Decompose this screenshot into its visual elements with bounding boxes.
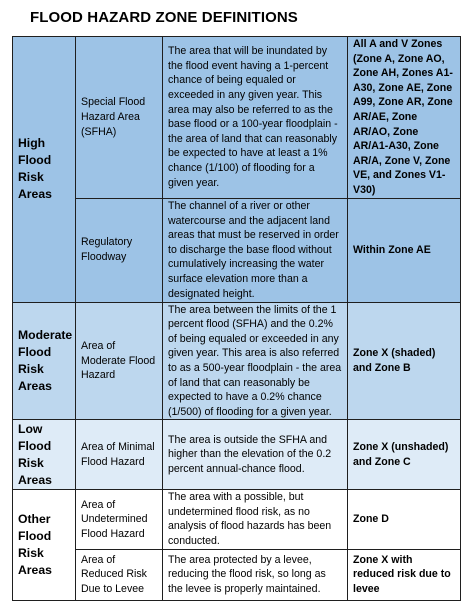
zone-type-levee: Area of Reduced Risk Due to Levee: [76, 549, 163, 600]
definition-minimal: The area is outside the SFHA and higher than the elevation of the 0.2 percent annual-chance flood.: [163, 420, 348, 490]
category-low: Low Flood Risk Areas: [13, 420, 76, 490]
definition-moderate: The area between the limits of the 1 percent flood (SFHA) and the 0.2% of being equaled or exceeded in any given year. This area is also referred to as a 500-year floodplain - the area of land that can reasonably be expected to have a 0.2% chance (1/500) of flooding for a given year.: [163, 302, 348, 420]
category-high: High Flood Risk Areas: [13, 37, 76, 303]
definition-sfha: The area that will be inundated by the flood event having a 1-percent chance of being equaled or exceeded in any given year. This area may also be referred to as the base flood or a 100-year floodplain - the area of land that can reasonably be expected to have at least a 1% chance (1/100) of flooding for a given year.: [163, 37, 348, 199]
definition-levee: The area protected by a levee, reducing the flood risk, so long as the levee is properly maintained.: [163, 549, 348, 600]
zone-type-floodway: Regulatory Floodway: [76, 198, 163, 302]
zone-type-sfha: Special Flood Hazard Area (SFHA): [76, 37, 163, 199]
table-row: [13, 302, 461, 420]
zones-undetermined: Zone D: [348, 490, 461, 549]
zone-type-moderate: Area of Moderate Flood Hazard: [76, 302, 163, 420]
category-moderate: Moderate Flood Risk Areas: [13, 302, 76, 420]
table-row: [13, 490, 461, 549]
zones-floodway: Within Zone AE: [348, 198, 461, 302]
table-row: [13, 198, 461, 302]
page-title: FLOOD HAZARD ZONE DEFINITIONS: [30, 9, 298, 26]
zone-type-minimal: Area of Minimal Flood Hazard: [76, 420, 163, 490]
category-other: Other Flood Risk Areas: [13, 490, 76, 600]
definition-undetermined: The area with a possible, but undetermined flood risk, as no analysis of flood hazards has been conducted.: [163, 490, 348, 549]
table-row: [13, 549, 461, 600]
zone-type-undetermined: Area of Undetermined Flood Hazard: [76, 490, 163, 549]
definition-floodway: The channel of a river or other watercourse and the adjacent land areas that must be reserved in order to discharge the base flood without cumulatively increasing the water surface elevation more than a designated height.: [163, 198, 348, 302]
zones-minimal: Zone X (unshaded) and Zone C: [348, 420, 461, 490]
table-row: [13, 37, 461, 199]
zones-levee: Zone X with reduced risk due to levee: [348, 549, 461, 600]
zones-moderate: Zone X (shaded) and Zone B: [348, 302, 461, 420]
zones-sfha: All A and V Zones (Zone A, Zone AO, Zone AH, Zones A1-A30, Zone AE, Zone A99, Zone AR, Zone AR/AE, Zone AR/AO, Zone AR/A1-A30, Zone AR/A, Zone V, Zone VE, and Zones V1-V30): [348, 37, 461, 199]
table-row: [13, 420, 461, 490]
flood-zone-table: [12, 36, 461, 601]
